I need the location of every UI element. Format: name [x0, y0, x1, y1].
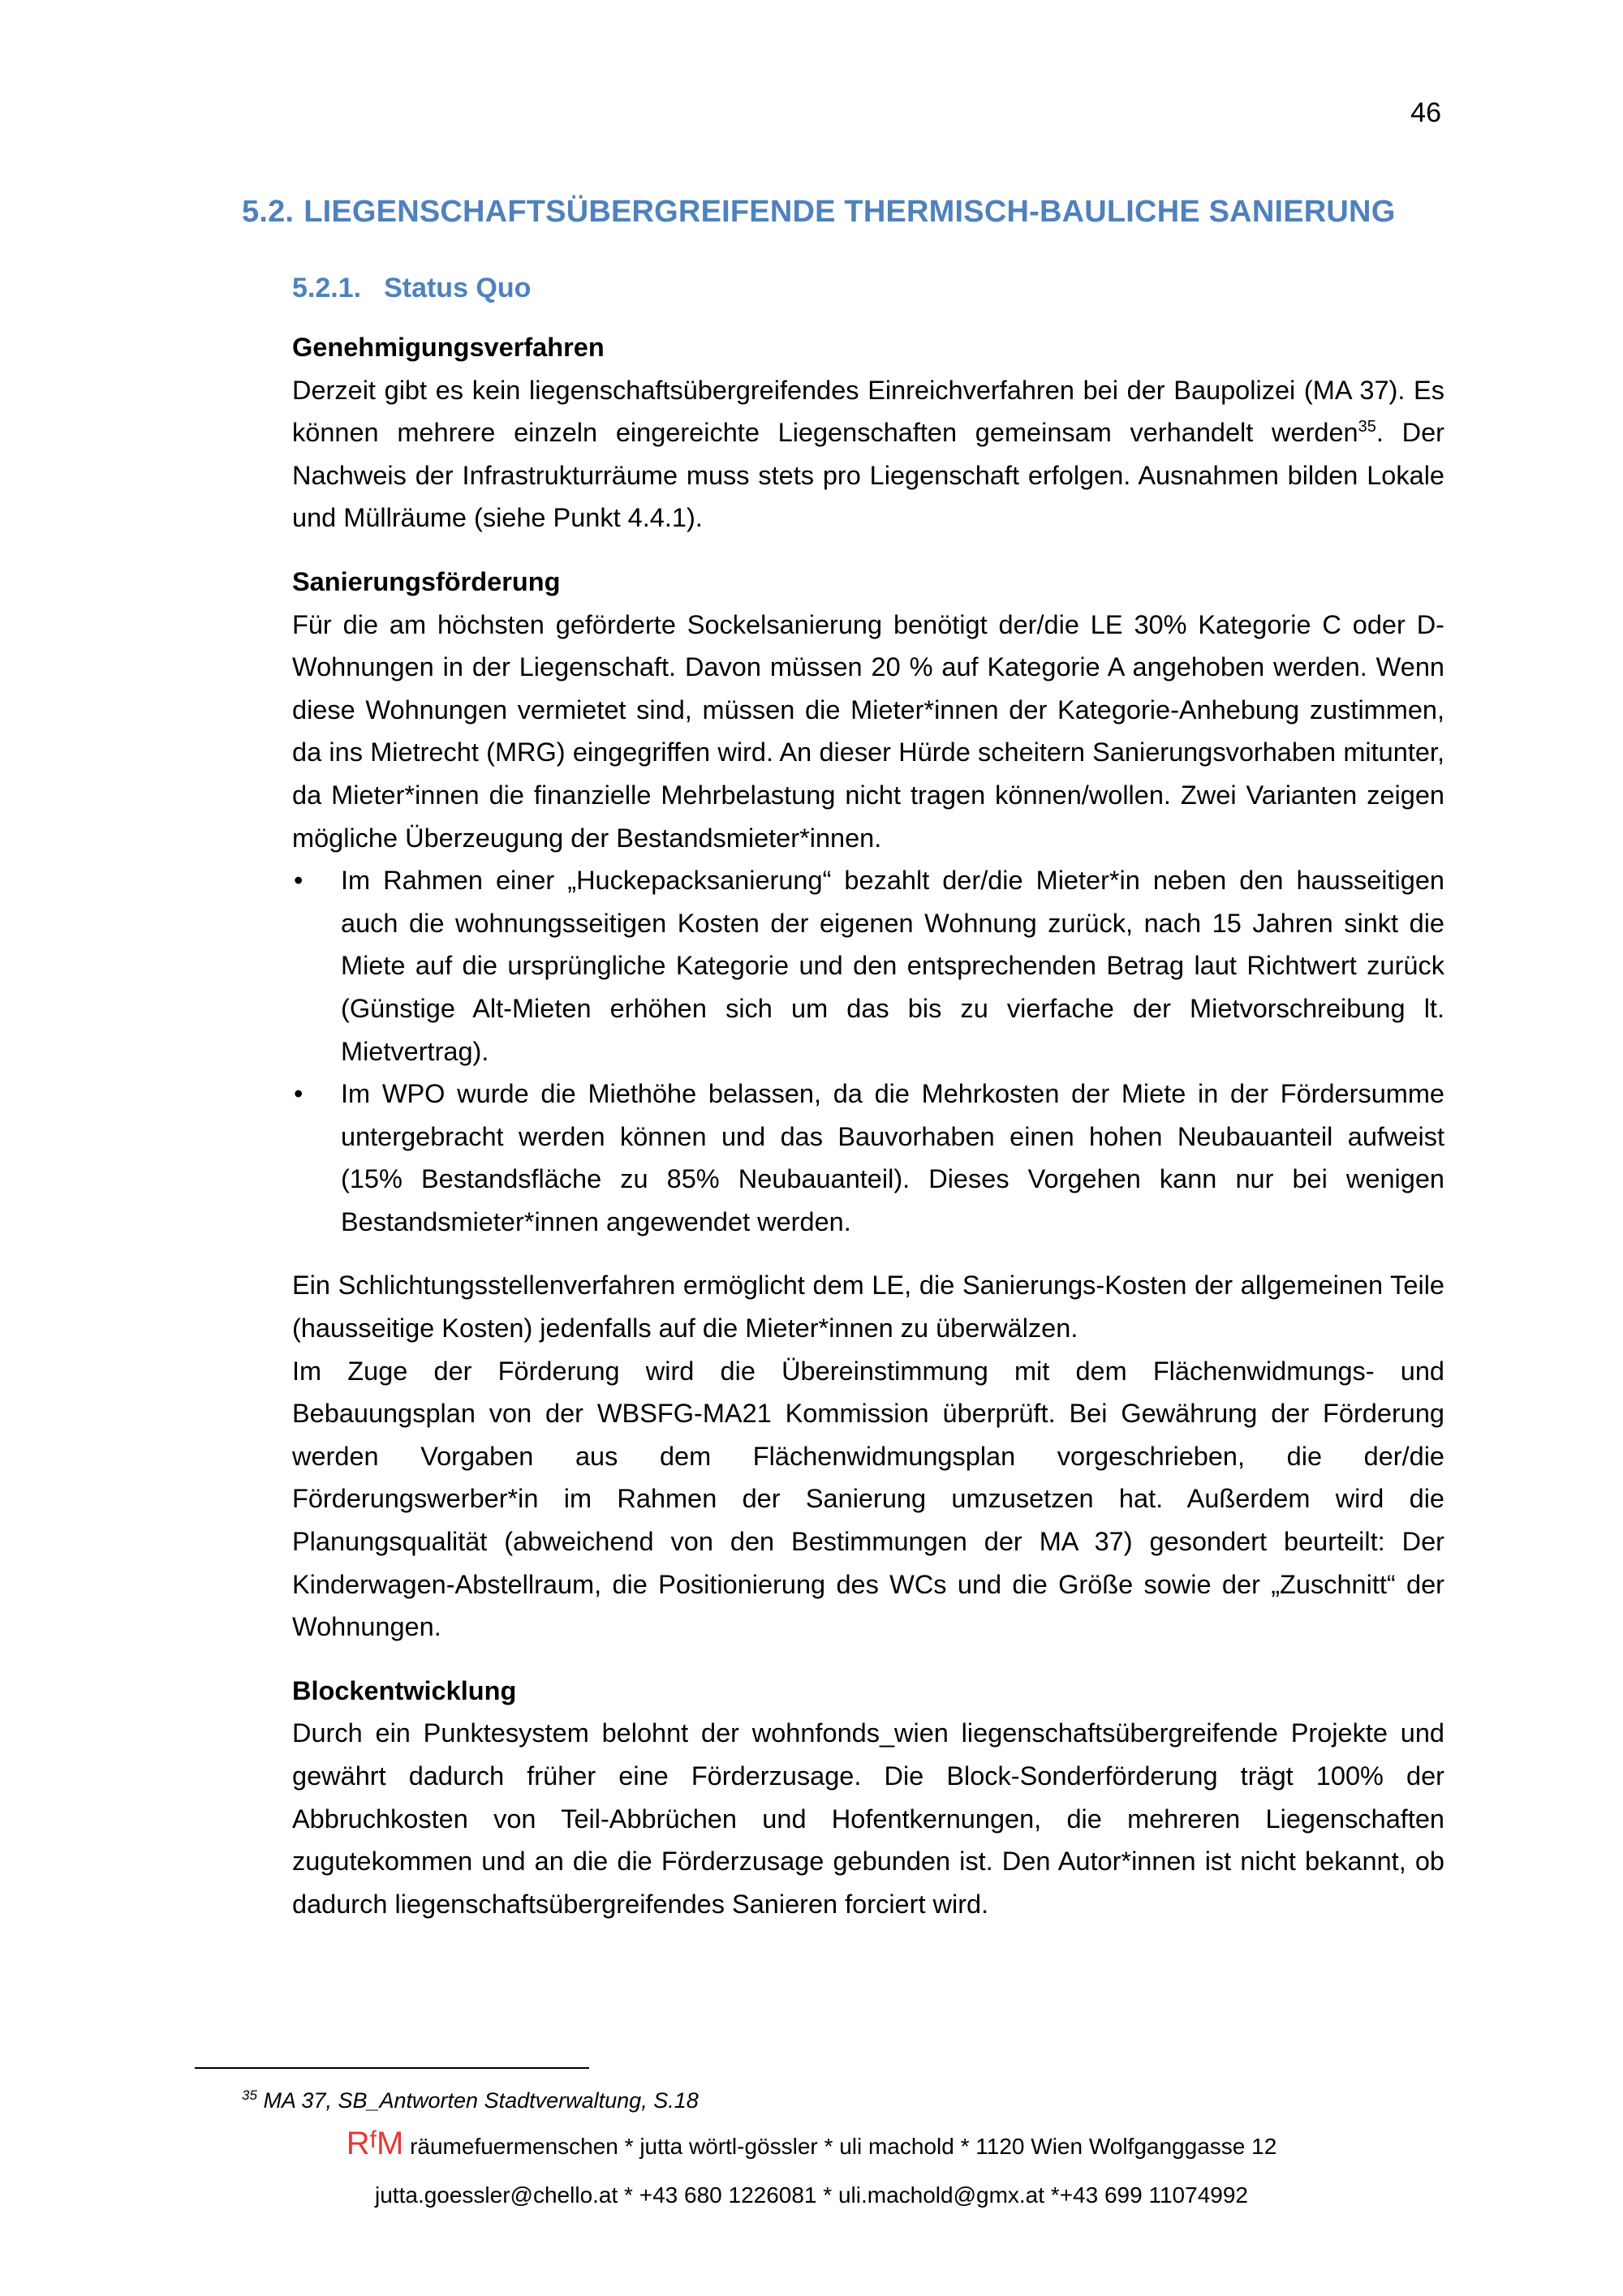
- bullet-icon: •: [294, 1079, 304, 1109]
- footnote-ref[interactable]: 35: [1358, 418, 1376, 436]
- footer-address: [0, 2126, 1623, 2162]
- foerderung-intro: Für die am höchsten geförderte Sockelsanierung benötigt der/die LE 30% Kategorie C oder D-Wohnungen in der Liegenschaft. Davon müssen 20 % auf Kategorie A angehoben werden. Wenn diese Wohnungen vermietet sind, müssen die Mieter*innen der Kategorie-Anhebung zustimmen, da ins Mietrecht (MRG) eingegriffen wird. An dieser Hürde scheitern Sanierungsvorhaben mitunter, da Mieter*innen die finanzielle Mehrbelastung nicht tragen können/wollen. Zwei Varianten zeigen mögliche Überzeugung der Bestandsmieter*innen.: [292, 609, 1444, 853]
- section-title: LIEGENSCHAFTSÜBERGREIFENDE THERMISCH-BAULICHE SANIERUNG: [304, 195, 1396, 229]
- list-item-text: Im Rahmen einer „Huckepacksanierung“ bezahlt der/die Mieter*in neben den hausseitigen auch die wohnungsseitigen Kosten der eigenen Wohnung zurück, nach 15 Jahren sinkt die Miete auf die ursprüngliche Kategorie und den entsprechenden Betrag laut Richtwert zurück (Günstige Alt-Mieten erhöhen sich um das bis zu vierfache der Mietvorschreibung lt. Mietvertrag).: [341, 866, 1444, 1066]
- logo: RfM: [346, 2126, 404, 2161]
- list-item: [292, 1073, 1444, 1243]
- subsection-number: 5.2.1.: [292, 273, 362, 303]
- bullet-icon: •: [294, 866, 304, 896]
- subsection-title: Status Quo: [384, 273, 532, 303]
- genehmigung-text-a: Derzeit gibt es kein liegenschaftsübergreifendes Einreichverfahren bei der Baupolizei (MA 37). Es können mehrere einzeln eingereichte Liegenschaften gemeinsam verhandelt werden: [292, 375, 1444, 448]
- page-number: 46: [1410, 97, 1441, 128]
- genehmigung-paragraph: [292, 369, 1444, 540]
- footnote: [242, 2088, 699, 2113]
- footnote-divider: [195, 2067, 589, 2069]
- foerderung-paragraph-2: Ein Schlichtungsstellenverfahren ermöglicht dem LE, die Sanierungs-Kosten der allgemeinen Teile (hausseitige Kosten) jedenfalls auf die Mieter*innen zu überwälzen.: [292, 1271, 1444, 1344]
- list-item-text: Im WPO wurde die Miethöhe belassen, da die Mehrkosten der Miete in der Fördersumme untergebracht werden können und das Bauvorhaben einen hohen Neubauanteil aufweist (15% Bestandsfläche zu 85% Neubauanteil). Dieses Vorgehen kann nur bei wenigen Bestandsmieter*innen angewendet werden.: [341, 1079, 1444, 1236]
- body-text: [292, 326, 1444, 1925]
- footer-contact: jutta.goessler@chello.at * +43 680 1226081 * uli.machold@gmx.at *+43 699 11074992: [375, 2182, 1248, 2208]
- footer-line-1: räumefuermenschen * jutta wörtl-gössler * uli machold * 1120 Wien Wolfganggasse 12: [410, 2134, 1277, 2159]
- section-number: 5.2.: [242, 195, 295, 229]
- block-title: Blockentwicklung: [292, 1675, 517, 1705]
- list-item: [292, 859, 1444, 1073]
- block-paragraph: Durch ein Punktesystem belohnt der wohnfonds_wien liegenschaftsübergreifende Projekte und gewährt dadurch früher eine Förderzusage. Die Block-Sonderförderung trägt 100% der Abbruchkosten von Teil-Abbrüchen und Hofentkernungen, die mehreren Liegenschaften zugutekommen und an die die Förderzusage gebunden ist. Den Autor*innen ist nicht bekannt, ob dadurch liegenschaftsübergreifendes Sanieren forciert wird.: [292, 1718, 1444, 1919]
- genehmigung-text-b: . Der Nachweis der Infrastrukturräume muss stets pro Liegenschaft erfolgen. Ausnahmen bilden Lokale und Müllräume (siehe Punkt 4.4.1).: [292, 418, 1445, 533]
- bullet-list: [292, 859, 1444, 1243]
- footnote-number: 35: [242, 2087, 257, 2103]
- genehmigung-title: Genehmigungsverfahren: [292, 333, 605, 362]
- footnote-text: MA 37, SB_Antworten Stadtverwaltung, S.18: [263, 2088, 699, 2113]
- section-heading: [242, 195, 1395, 230]
- foerderung-paragraph-3: Im Zuge der Förderung wird die Übereinstimmung mit dem Flächenwidmungs- und Bebauungsplan von der WBSFG-MA21 Kommission überprüft. Bei Gewährung der Förderung werden Vorgaben aus dem Flächenwidmungsplan vorgeschrieben, die der/die Förderungswerber*in im Rahmen der Sanierung umzusetzen hat. Außerdem wird die Planungsqualität (abweichend von den Bestimmungen der MA 37) gesondert beurteilt: Der Kinderwagen-Abstellraum, die Positionierung des WCs und die Größe sowie der „Zuschnitt“ der Wohnungen.: [292, 1356, 1444, 1642]
- subsection-heading: [292, 273, 531, 304]
- foerderung-title: Sanierungsförderung: [292, 566, 561, 596]
